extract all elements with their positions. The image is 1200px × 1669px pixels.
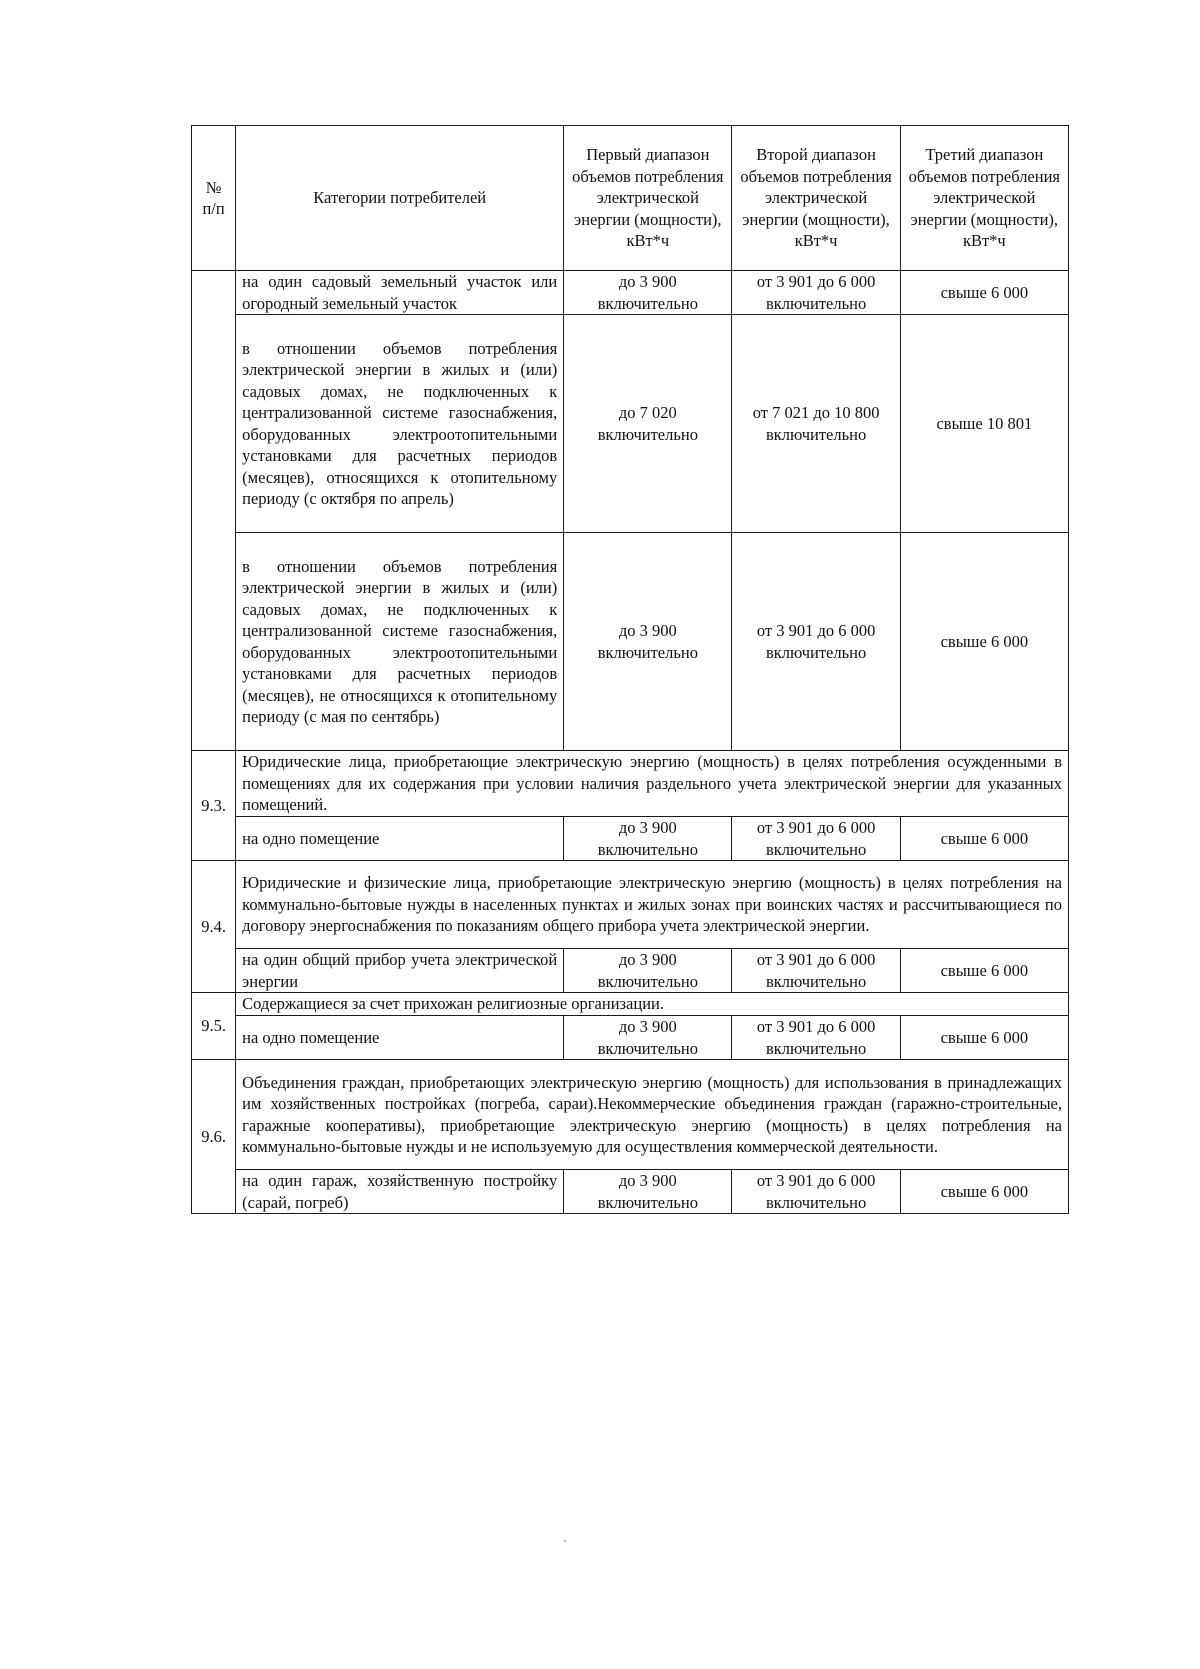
group-description: Содержащиеся за счет прихожан религиозные организации. bbox=[236, 993, 1069, 1016]
range-1-cell: до 3 900 включительно bbox=[564, 1016, 732, 1060]
group-row-9-5 bbox=[192, 993, 1069, 1016]
range-3-cell: свыше 6 000 bbox=[900, 1170, 1068, 1214]
number-cell-empty bbox=[192, 271, 236, 751]
table-row bbox=[192, 315, 1069, 533]
range-1-cell: до 7 020 включительно bbox=[564, 315, 732, 533]
category-cell: на одно помещение bbox=[236, 817, 564, 861]
range-3-cell: свыше 6 000 bbox=[900, 949, 1068, 993]
table-header-row bbox=[192, 126, 1069, 271]
tariff-ranges-table bbox=[191, 125, 1069, 1214]
range-3-cell: свыше 6 000 bbox=[900, 533, 1068, 751]
header-range-2: Второй диапазон объемов потребления электрической энергии (мощности), кВт*ч bbox=[732, 126, 900, 271]
range-1-cell: до 3 900 включительно bbox=[564, 817, 732, 861]
item-number: 9.5. bbox=[192, 993, 236, 1060]
range-2-cell: от 3 901 до 6 000 включительно bbox=[732, 271, 900, 315]
range-1-cell: до 3 900 включительно bbox=[564, 1170, 732, 1214]
range-1-cell: до 3 900 включительно bbox=[564, 533, 732, 751]
range-3-cell: свыше 6 000 bbox=[900, 817, 1068, 861]
table-row bbox=[192, 1016, 1069, 1060]
item-number: 9.6. bbox=[192, 1060, 236, 1214]
document-page bbox=[191, 125, 1069, 1214]
range-3-cell: свыше 10 801 bbox=[900, 315, 1068, 533]
group-description: Юридические и физические лица, приобретающие электрическую энергию (мощность) в целях потребления на коммунально-бытовые нужды в населенных пунктах и жилых зонах при воинских частях и рассчитывающиеся по договору энергоснабжения по показаниям общего прибора учета электрической энергии. bbox=[236, 861, 1069, 949]
group-description: Объединения граждан, приобретающих электрическую энергию (мощность) для использования в принадлежащих им хозяйственных постройках (погреба, сараи).Некоммерческие объединения граждан (гаражно-строительные, гаражные кооперативы), приобретающие электрическую энергию (мощность) в целях потребления на коммунально-бытовые нужды и не используемую для осуществления коммерческой деятельности. bbox=[236, 1060, 1069, 1170]
table-row bbox=[192, 1170, 1069, 1214]
range-1-cell: до 3 900 включительно bbox=[564, 949, 732, 993]
category-cell: на одно помещение bbox=[236, 1016, 564, 1060]
category-cell: на один гараж, хозяйственную постройку (сарай, погреб) bbox=[236, 1170, 564, 1214]
header-range-3: Третий диапазон объемов потребления электрической энергии (мощности), кВт*ч bbox=[900, 126, 1068, 271]
range-3-cell: свыше 6 000 bbox=[900, 1016, 1068, 1060]
group-description: Юридические лица, приобретающие электрическую энергию (мощность) в целях потребления осужденными в помещениях для их содержания при условии наличия раздельного учета электрической энергии для указанных помещений. bbox=[236, 751, 1069, 817]
range-2-cell: от 3 901 до 6 000 включительно bbox=[732, 1170, 900, 1214]
range-3-cell: свыше 6 000 bbox=[900, 271, 1068, 315]
header-range-1: Первый диапазон объемов потребления электрической энергии (мощности), кВт*ч bbox=[564, 126, 732, 271]
category-cell: на один общий прибор учета электрической энергии bbox=[236, 949, 564, 993]
range-2-cell: от 3 901 до 6 000 включительно bbox=[732, 533, 900, 751]
table-row bbox=[192, 949, 1069, 993]
table-row bbox=[192, 533, 1069, 751]
range-2-cell: от 3 901 до 6 000 включительно bbox=[732, 817, 900, 861]
header-number: № п/п bbox=[192, 126, 236, 271]
category-cell: в отношении объемов потребления электрической энергии в жилых и (или) садовых домах, не подключенных к централизованной системе газоснабжения, оборудованных электроотопительными установками для расчетных периодов (месяцев), относящихся к отопительному периоду (с октября по апрель) bbox=[236, 315, 564, 533]
range-2-cell: от 7 021 до 10 800 включительно bbox=[732, 315, 900, 533]
range-2-cell: от 3 901 до 6 000 включительно bbox=[732, 1016, 900, 1060]
scan-speck bbox=[564, 1540, 566, 1542]
range-1-cell: до 3 900 включительно bbox=[564, 271, 732, 315]
category-cell: на один садовый земельный участок или огородный земельный участок bbox=[236, 271, 564, 315]
table-row bbox=[192, 271, 1069, 315]
table-row bbox=[192, 817, 1069, 861]
item-number: 9.4. bbox=[192, 861, 236, 993]
header-category: Категории потребителей bbox=[236, 126, 564, 271]
category-cell: в отношении объемов потребления электрической энергии в жилых и (или) садовых домах, не подключенных к централизованной системе газоснабжения, оборудованных электроотопительными установками для расчетных периодов (месяцев), не относящихся к отопительному периоду (с мая по сентябрь) bbox=[236, 533, 564, 751]
group-row-9-3 bbox=[192, 751, 1069, 817]
group-row-9-4 bbox=[192, 861, 1069, 949]
range-2-cell: от 3 901 до 6 000 включительно bbox=[732, 949, 900, 993]
item-number: 9.3. bbox=[192, 751, 236, 861]
group-row-9-6 bbox=[192, 1060, 1069, 1170]
